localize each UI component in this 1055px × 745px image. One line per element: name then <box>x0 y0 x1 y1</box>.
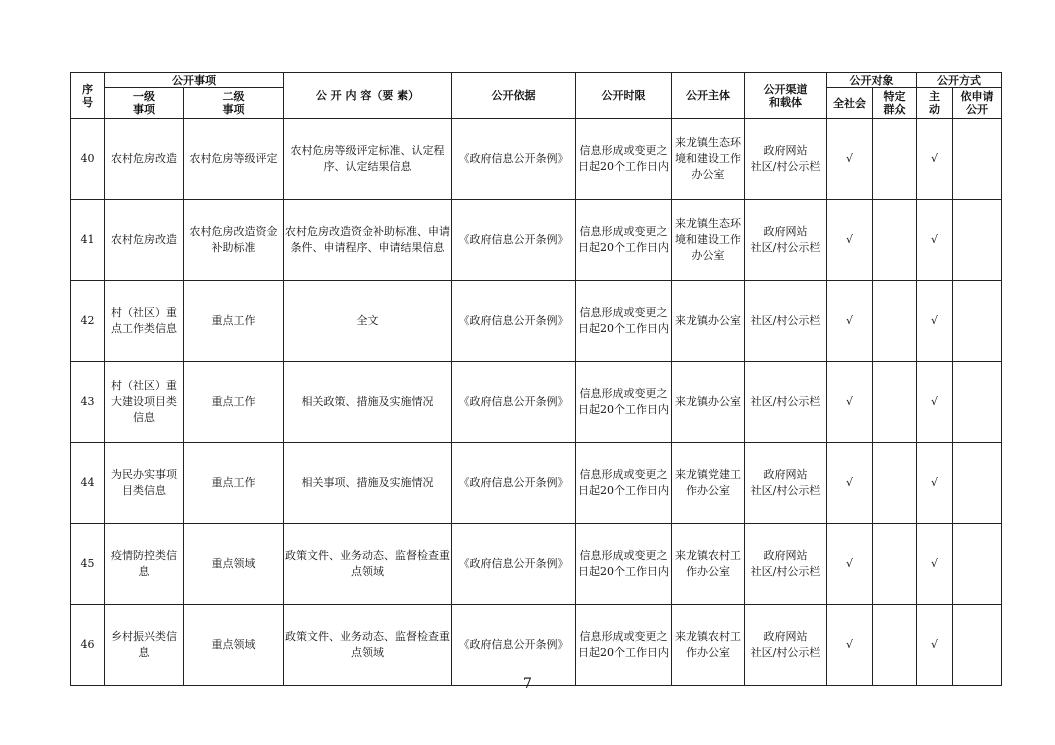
cell-time-limit: 信息形成或变更之日起20个工作日内 <box>576 281 672 362</box>
cell-level1: 乡村振兴类信息 <box>105 605 184 686</box>
cell-basis: 《政府信息公开条例》 <box>452 443 576 524</box>
cell-method-apply <box>953 605 1002 686</box>
cell-basis: 《政府信息公开条例》 <box>452 281 576 362</box>
cell-channel: 社区/村公示栏 <box>745 362 827 443</box>
header-method-active: 主 动 <box>917 88 953 119</box>
cell-target-all: √ <box>827 605 873 686</box>
cell-method-active: √ <box>917 281 953 362</box>
cell-seq: 44 <box>71 443 105 524</box>
cell-target-all: √ <box>827 524 873 605</box>
cell-target-all: √ <box>827 362 873 443</box>
cell-basis: 《政府信息公开条例》 <box>452 524 576 605</box>
cell-content: 政策文件、业务动态、监督检查重点领域 <box>284 605 452 686</box>
cell-content: 政策文件、业务动态、监督检查重点领域 <box>284 524 452 605</box>
table-row <box>71 362 1002 443</box>
cell-level1: 村（社区）重大建设项目类信息 <box>105 362 184 443</box>
cell-target-all: √ <box>827 281 873 362</box>
cell-basis: 《政府信息公开条例》 <box>452 119 576 200</box>
cell-content: 相关政策、措施及实施情况 <box>284 362 452 443</box>
page-number: 7 <box>523 676 532 692</box>
cell-method-active: √ <box>917 605 953 686</box>
header-items-group: 公开事项 <box>105 73 284 88</box>
cell-subject: 来龙镇生态环境和建设工作办公室 <box>672 200 745 281</box>
table-body <box>71 119 1002 686</box>
table-row <box>71 119 1002 200</box>
cell-level1: 农村危房改造 <box>105 200 184 281</box>
cell-content: 全文 <box>284 281 452 362</box>
cell-target-specific <box>873 605 917 686</box>
cell-basis: 《政府信息公开条例》 <box>452 605 576 686</box>
cell-level2: 重点领域 <box>184 605 284 686</box>
cell-target-specific <box>873 524 917 605</box>
table-row <box>71 524 1002 605</box>
header-target-group: 公开对象 <box>827 73 917 88</box>
cell-seq: 43 <box>71 362 105 443</box>
cell-method-apply <box>953 362 1002 443</box>
disclosure-table <box>70 72 1002 686</box>
header-method-apply: 依申请 公开 <box>953 88 1002 119</box>
cell-content: 相关事项、措施及实施情况 <box>284 443 452 524</box>
cell-channel: 政府网站 社区/村公示栏 <box>745 119 827 200</box>
cell-method-apply <box>953 119 1002 200</box>
cell-level1: 农村危房改造 <box>105 119 184 200</box>
cell-channel: 社区/村公示栏 <box>745 281 827 362</box>
cell-subject: 来龙镇生态环境和建设工作办公室 <box>672 119 745 200</box>
cell-level2: 农村危房改造资金补助标准 <box>184 200 284 281</box>
cell-target-all: √ <box>827 200 873 281</box>
cell-method-active: √ <box>917 524 953 605</box>
cell-subject: 来龙镇农村工作办公室 <box>672 605 745 686</box>
cell-subject: 来龙镇办公室 <box>672 281 745 362</box>
cell-subject: 来龙镇党建工作办公室 <box>672 443 745 524</box>
cell-level1: 村（社区）重点工作类信息 <box>105 281 184 362</box>
cell-target-specific <box>873 200 917 281</box>
cell-method-apply <box>953 281 1002 362</box>
table-row <box>71 443 1002 524</box>
cell-method-active: √ <box>917 119 953 200</box>
cell-channel: 政府网站 社区/村公示栏 <box>745 524 827 605</box>
cell-seq: 42 <box>71 281 105 362</box>
cell-method-apply <box>953 200 1002 281</box>
cell-time-limit: 信息形成或变更之日起20个工作日内 <box>576 200 672 281</box>
header-time-limit: 公开时限 <box>576 73 672 119</box>
cell-seq: 46 <box>71 605 105 686</box>
cell-time-limit: 信息形成或变更之日起20个工作日内 <box>576 524 672 605</box>
header-channel: 公开渠道 和载体 <box>745 73 827 119</box>
cell-level2: 重点工作 <box>184 443 284 524</box>
cell-level1: 为民办实事项目类信息 <box>105 443 184 524</box>
cell-content: 农村危房等级评定标准、认定程序、认定结果信息 <box>284 119 452 200</box>
header-level1: 一级 事项 <box>105 88 184 119</box>
cell-level2: 重点工作 <box>184 362 284 443</box>
cell-method-active: √ <box>917 443 953 524</box>
cell-level2: 重点工作 <box>184 281 284 362</box>
cell-method-apply <box>953 524 1002 605</box>
header-level2: 二级 事项 <box>184 88 284 119</box>
cell-channel: 政府网站 社区/村公示栏 <box>745 200 827 281</box>
header-target-specific: 特定 群众 <box>873 88 917 119</box>
cell-target-all: √ <box>827 119 873 200</box>
cell-method-apply <box>953 443 1002 524</box>
cell-channel: 政府网站 社区/村公示栏 <box>745 605 827 686</box>
cell-channel: 政府网站 社区/村公示栏 <box>745 443 827 524</box>
cell-method-active: √ <box>917 362 953 443</box>
cell-target-specific <box>873 119 917 200</box>
cell-time-limit: 信息形成或变更之日起20个工作日内 <box>576 362 672 443</box>
cell-content: 农村危房改造资金补助标准、申请条件、申请程序、申请结果信息 <box>284 200 452 281</box>
cell-basis: 《政府信息公开条例》 <box>452 362 576 443</box>
cell-method-active: √ <box>917 200 953 281</box>
cell-level1: 疫情防控类信息 <box>105 524 184 605</box>
cell-target-all: √ <box>827 443 873 524</box>
header-content: 公 开 内 容（要 素） <box>284 73 452 119</box>
cell-target-specific <box>873 443 917 524</box>
table-row <box>71 605 1002 686</box>
cell-target-specific <box>873 362 917 443</box>
cell-time-limit: 信息形成或变更之日起20个工作日内 <box>576 443 672 524</box>
header-basis: 公开依据 <box>452 73 576 119</box>
cell-seq: 45 <box>71 524 105 605</box>
cell-target-specific <box>873 281 917 362</box>
table-row <box>71 281 1002 362</box>
header-subject: 公开主体 <box>672 73 745 119</box>
cell-subject: 来龙镇农村工作办公室 <box>672 524 745 605</box>
cell-time-limit: 信息形成或变更之日起20个工作日内 <box>576 605 672 686</box>
header-target-all: 全社会 <box>827 88 873 119</box>
cell-level2: 重点领域 <box>184 524 284 605</box>
cell-seq: 41 <box>71 200 105 281</box>
cell-subject: 来龙镇办公室 <box>672 362 745 443</box>
cell-basis: 《政府信息公开条例》 <box>452 200 576 281</box>
table-row <box>71 200 1002 281</box>
header-seq: 序 号 <box>71 73 105 119</box>
cell-level2: 农村危房等级评定 <box>184 119 284 200</box>
cell-seq: 40 <box>71 119 105 200</box>
header-method-group: 公开方式 <box>917 73 1002 88</box>
cell-time-limit: 信息形成或变更之日起20个工作日内 <box>576 119 672 200</box>
